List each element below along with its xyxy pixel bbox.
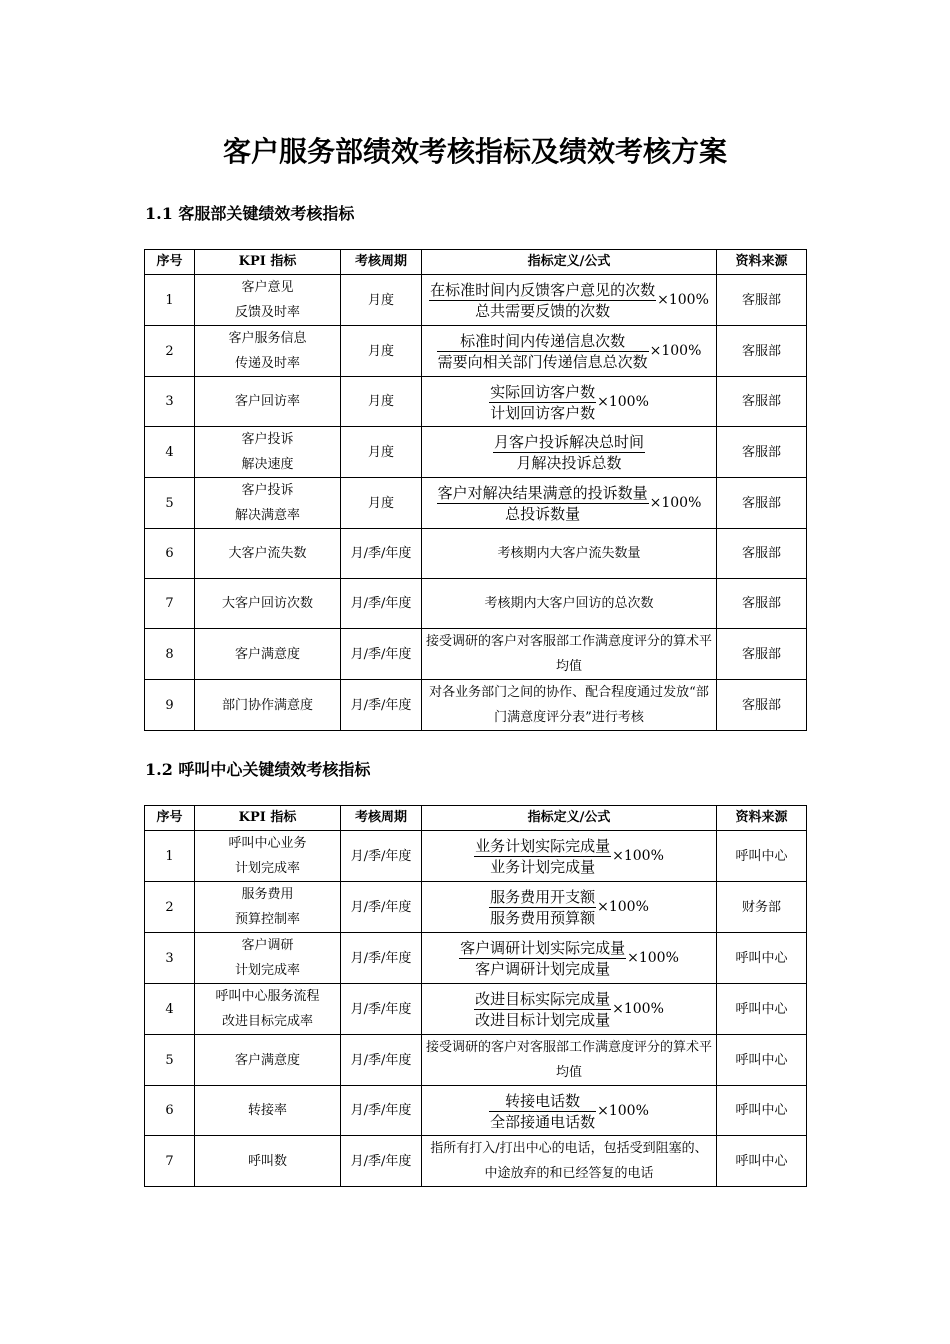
table-row	[145, 680, 807, 731]
review-cycle	[341, 275, 422, 326]
fraction	[489, 887, 596, 928]
formula-numerator: 客户对解决结果满意的投诉数量	[437, 484, 648, 502]
formula	[489, 382, 649, 423]
review-cycle-text: 月/季/年度	[350, 646, 412, 662]
formula	[429, 280, 709, 321]
row-number: 7	[145, 579, 195, 629]
kpi-name-line: 解决速度	[241, 457, 294, 472]
formula-denominator: 需要向相关部门传递信息总次数	[437, 353, 648, 371]
table-row	[145, 1035, 807, 1086]
kpi-name-line: 大客户流失数	[228, 546, 307, 561]
table-row	[145, 427, 807, 478]
kpi-table-customer-service	[144, 249, 807, 731]
kpi-name	[195, 1136, 341, 1187]
fraction	[437, 483, 649, 524]
kpi-name	[195, 529, 341, 579]
review-cycle	[341, 427, 422, 478]
row-number: 7	[145, 1136, 195, 1187]
formula-numerator: 改进目标实际完成量	[475, 990, 611, 1008]
row-number: 6	[145, 1086, 195, 1136]
review-cycle-text: 月/季/年度	[350, 1103, 412, 1118]
kpi-name	[195, 882, 341, 933]
data-source: 呼叫中心	[717, 1035, 807, 1086]
row-number: 1	[145, 831, 195, 882]
kpi-name-line: 呼叫中心业务	[228, 836, 307, 851]
definition-text: 接受调研的客户对客服部工作满意度评分的算术平均值	[422, 629, 717, 680]
row-number: 3	[145, 933, 195, 984]
definition-text: 对各业务部门之间的协作、配合程度通过发放“部门满意度评分表”进行考核	[422, 680, 717, 731]
kpi-name-line: 客户意见	[241, 280, 294, 295]
column-header: 序号	[145, 250, 195, 275]
column-header: 资料来源	[717, 806, 807, 831]
formula-denominator: 总共需要反馈的次数	[475, 302, 611, 320]
kpi-name	[195, 629, 341, 680]
row-number: 6	[145, 529, 195, 579]
definition-formula	[422, 478, 717, 529]
table-row	[145, 377, 807, 427]
data-source: 客服部	[717, 275, 807, 326]
definition-formula	[422, 933, 717, 984]
review-cycle-text: 月/季/年度	[350, 546, 412, 561]
review-cycle-text: 月/季/年度	[350, 1153, 412, 1169]
row-number: 3	[145, 377, 195, 427]
kpi-name	[195, 427, 341, 478]
data-source: 客服部	[717, 629, 807, 680]
definition-text: 接受调研的客户对客服部工作满意度评分的算术平均值	[422, 1035, 717, 1086]
table-header-row	[145, 250, 807, 275]
kpi-name	[195, 831, 341, 882]
fraction	[489, 1091, 596, 1132]
kpi-name-line: 客户调研	[241, 938, 294, 953]
table-row	[145, 579, 807, 629]
formula-multiplier: ×100%	[657, 292, 709, 308]
review-cycle-text: 月/季/年度	[350, 1052, 412, 1068]
review-cycle-text: 月/季/年度	[350, 1001, 412, 1017]
review-cycle	[341, 933, 422, 984]
fraction	[437, 331, 649, 372]
definition-text: 考核期内大客户回访的总次数	[422, 579, 717, 629]
review-cycle-text: 月度	[367, 343, 394, 359]
kpi-name	[195, 680, 341, 731]
kpi-name	[195, 377, 341, 427]
formula-numerator: 转接电话数	[489, 1091, 596, 1112]
table-row	[145, 1086, 807, 1136]
formula-multiplier: ×100%	[597, 1102, 649, 1119]
kpi-name	[195, 275, 341, 326]
definition-text: 指所有打入/打出中心的电话，包括受到阻塞的、中途放弃的和已经答复的电话	[422, 1136, 717, 1187]
table-row	[145, 478, 807, 529]
table-row	[145, 882, 807, 933]
kpi-name-line: 改进目标完成率	[221, 1014, 313, 1029]
formula-denominator: 计划回访客户数	[490, 403, 596, 422]
formula	[437, 483, 702, 524]
review-cycle-text: 月/季/年度	[350, 697, 412, 713]
fraction	[459, 938, 626, 979]
kpi-name-line: 计划完成率	[234, 861, 300, 876]
kpi-table-call-center	[144, 805, 807, 1187]
data-source: 呼叫中心	[717, 933, 807, 984]
kpi-name-line: 客户投诉	[241, 483, 294, 498]
kpi-name-line: 计划完成率	[234, 963, 300, 978]
review-cycle-text: 月度	[367, 444, 394, 460]
formula-numerator: 月客户投诉解决总时间	[493, 433, 644, 451]
review-cycle	[341, 326, 422, 377]
row-number: 4	[145, 427, 195, 478]
fraction	[489, 382, 596, 423]
data-source: 客服部	[717, 579, 807, 629]
review-cycle	[341, 478, 422, 529]
definition-formula	[422, 984, 717, 1035]
column-header: 考核周期	[341, 250, 422, 275]
table-row	[145, 326, 807, 377]
data-source: 呼叫中心	[717, 831, 807, 882]
kpi-name-line: 大客户回访次数	[221, 596, 313, 611]
formula-denominator: 服务费用预算额	[490, 909, 596, 927]
formula	[474, 836, 664, 877]
table-row	[145, 529, 807, 579]
formula-multiplier: ×100%	[627, 950, 679, 966]
section-heading-2: 1.2 呼叫中心关键绩效考核指标	[145, 760, 371, 779]
formula-numerator: 在标准时间内反馈客户意见的次数	[430, 281, 656, 299]
formula-multiplier: ×100%	[612, 848, 664, 864]
review-cycle	[341, 1086, 422, 1136]
section-heading-1: 1.1 客服部关键绩效考核指标	[145, 204, 355, 223]
formula-denominator: 客户调研计划完成量	[475, 960, 611, 978]
row-number: 5	[145, 478, 195, 529]
formula-numerator: 实际回访客户数	[490, 382, 596, 401]
review-cycle	[341, 377, 422, 427]
definition-formula	[422, 882, 717, 933]
kpi-name-line: 服务费用	[241, 887, 294, 902]
kpi-name-line: 客户服务信息	[228, 331, 307, 346]
column-header: 资料来源	[717, 250, 807, 275]
table-row	[145, 933, 807, 984]
formula-multiplier: ×100%	[649, 343, 702, 359]
fraction	[493, 432, 645, 473]
data-source: 客服部	[717, 326, 807, 377]
formula-numerator: 标准时间内传递信息次数	[437, 331, 649, 352]
kpi-name-line: 部门协作满意度	[221, 697, 313, 713]
review-cycle	[341, 1136, 422, 1187]
formula-numerator: 服务费用开支额	[490, 888, 596, 906]
column-header: 考核周期	[341, 806, 422, 831]
formula-multiplier: ×100%	[649, 495, 702, 511]
definition-formula	[422, 275, 717, 326]
kpi-name-line: 传递及时率	[234, 356, 300, 371]
table-row	[145, 1136, 807, 1187]
kpi-name	[195, 933, 341, 984]
review-cycle	[341, 680, 422, 731]
review-cycle-text: 月度	[367, 495, 394, 511]
row-number: 1	[145, 275, 195, 326]
data-source: 呼叫中心	[717, 1136, 807, 1187]
formula-denominator: 全部接通电话数	[490, 1112, 596, 1131]
kpi-name-line: 转接率	[247, 1103, 287, 1118]
data-source: 客服部	[717, 377, 807, 427]
formula-numerator: 业务计划实际完成量	[475, 837, 611, 855]
definition-formula	[422, 377, 717, 427]
kpi-name-line: 客户投诉	[241, 432, 294, 447]
table-row	[145, 831, 807, 882]
formula-multiplier: ×100%	[597, 393, 649, 410]
formula-multiplier: ×100%	[612, 1001, 664, 1017]
data-source: 客服部	[717, 680, 807, 731]
row-number: 5	[145, 1035, 195, 1086]
kpi-name	[195, 478, 341, 529]
formula-denominator: 业务计划完成量	[490, 858, 596, 876]
data-source: 呼叫中心	[717, 1086, 807, 1136]
kpi-name-line: 客户满意度	[234, 646, 300, 662]
column-header: 指标定义/公式	[422, 806, 717, 831]
kpi-name	[195, 579, 341, 629]
formula	[437, 331, 702, 372]
review-cycle	[341, 529, 422, 579]
review-cycle	[341, 831, 422, 882]
row-number: 4	[145, 984, 195, 1035]
formula	[493, 432, 645, 473]
kpi-name-line: 预算控制率	[234, 912, 300, 927]
column-header: 指标定义/公式	[422, 250, 717, 275]
review-cycle	[341, 882, 422, 933]
kpi-name-line: 客户满意度	[234, 1052, 300, 1068]
fraction	[474, 836, 611, 877]
review-cycle-text: 月度	[367, 394, 394, 409]
review-cycle-text: 月/季/年度	[350, 899, 412, 915]
definition-formula	[422, 831, 717, 882]
kpi-name	[195, 984, 341, 1035]
table-row	[145, 275, 807, 326]
fraction	[429, 280, 656, 321]
column-header: KPI 指标	[195, 806, 341, 831]
page-title: 客户服务部绩效考核指标及绩效考核方案	[222, 135, 727, 168]
formula	[459, 938, 679, 979]
formula-denominator: 月解决投诉总数	[516, 454, 622, 472]
formula	[474, 989, 664, 1030]
kpi-name	[195, 1035, 341, 1086]
column-header: KPI 指标	[195, 250, 341, 275]
kpi-name	[195, 326, 341, 377]
review-cycle-text: 月度	[367, 292, 394, 308]
table-header-row	[145, 806, 807, 831]
kpi-name-line: 解决满意率	[234, 508, 300, 523]
formula-denominator: 总投诉数量	[505, 505, 581, 523]
definition-formula	[422, 427, 717, 478]
formula	[489, 1091, 649, 1132]
review-cycle	[341, 984, 422, 1035]
column-header: 序号	[145, 806, 195, 831]
table-row	[145, 629, 807, 680]
definition-formula	[422, 1086, 717, 1136]
kpi-name-line: 客户回访率	[234, 394, 300, 409]
review-cycle-text: 月/季/年度	[350, 848, 412, 864]
kpi-name-line: 呼叫数	[247, 1153, 287, 1169]
review-cycle-text: 月/季/年度	[350, 950, 412, 966]
data-source: 呼叫中心	[717, 984, 807, 1035]
kpi-name-line: 反馈及时率	[234, 305, 300, 320]
formula-numerator: 客户调研计划实际完成量	[460, 939, 626, 957]
formula-denominator: 改进目标计划完成量	[475, 1011, 611, 1029]
data-source: 客服部	[717, 478, 807, 529]
formula-multiplier: ×100%	[597, 899, 649, 915]
data-source: 客服部	[717, 427, 807, 478]
fraction	[474, 989, 611, 1030]
row-number: 8	[145, 629, 195, 680]
definition-formula	[422, 326, 717, 377]
definition-text: 考核期内大客户流失数量	[422, 529, 717, 579]
review-cycle-text: 月/季/年度	[350, 596, 412, 611]
kpi-name	[195, 1086, 341, 1136]
review-cycle	[341, 1035, 422, 1086]
data-source: 财务部	[717, 882, 807, 933]
review-cycle	[341, 579, 422, 629]
row-number: 2	[145, 326, 195, 377]
row-number: 9	[145, 680, 195, 731]
review-cycle	[341, 629, 422, 680]
row-number: 2	[145, 882, 195, 933]
table-row	[145, 984, 807, 1035]
formula	[489, 887, 649, 928]
kpi-name-line: 呼叫中心服务流程	[215, 989, 320, 1004]
data-source: 客服部	[717, 529, 807, 579]
